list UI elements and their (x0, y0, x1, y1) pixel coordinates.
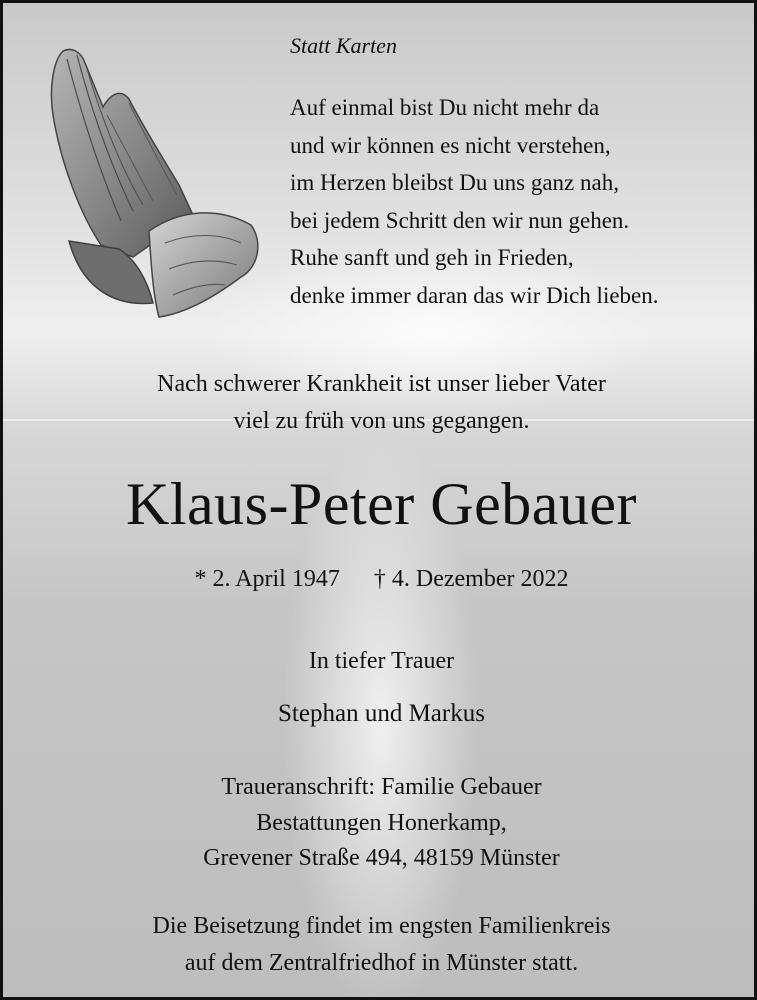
address-line: Bestattungen Honerkamp, (256, 809, 507, 836)
poem-line: im Herzen bleibst Du uns ganz nah, (290, 170, 619, 196)
intro-text (3, 366, 757, 440)
mourning-address (3, 770, 757, 877)
praying-hands-icon (41, 45, 271, 325)
poem-line: bei jedem Schritt den wir nun gehen. (290, 207, 630, 233)
poem-line: denke immer daran das wir Dich lieben. (290, 282, 659, 308)
poem-line: und wir können es nicht verstehen, (290, 132, 611, 158)
statt-karten-label: Statt Karten (290, 33, 397, 58)
poem (290, 89, 659, 315)
mourning-phrase: In tiefer Trauer (308, 648, 455, 674)
intro-line: Nach schwerer Krankheit ist unser lieber Vater (157, 371, 606, 397)
mourners: Stephan und Markus (278, 700, 485, 727)
burial-line: Die Beisetzung findet im engsten Familienkreis (152, 913, 611, 939)
death-date: † 4. Dezember 2022 (373, 566, 569, 592)
intro-line: viel zu früh von uns gegangen. (233, 408, 530, 434)
burial-line: auf dem Zentralfriedhof in Münster statt. (184, 950, 579, 976)
burial-note (3, 908, 757, 982)
deceased-name: Klaus-Peter Gebauer (126, 471, 637, 537)
address-line: Traueranschrift: Familie Gebauer (221, 774, 542, 800)
life-dates (3, 562, 757, 596)
poem-line: Auf einmal bist Du nicht mehr da (290, 95, 600, 120)
birth-date: * 2. April 1947 (194, 566, 340, 592)
address-line: Grevener Straße 494, 48159 Münster (203, 845, 560, 871)
poem-line: Ruhe sanft und geh in Frieden, (290, 245, 574, 271)
